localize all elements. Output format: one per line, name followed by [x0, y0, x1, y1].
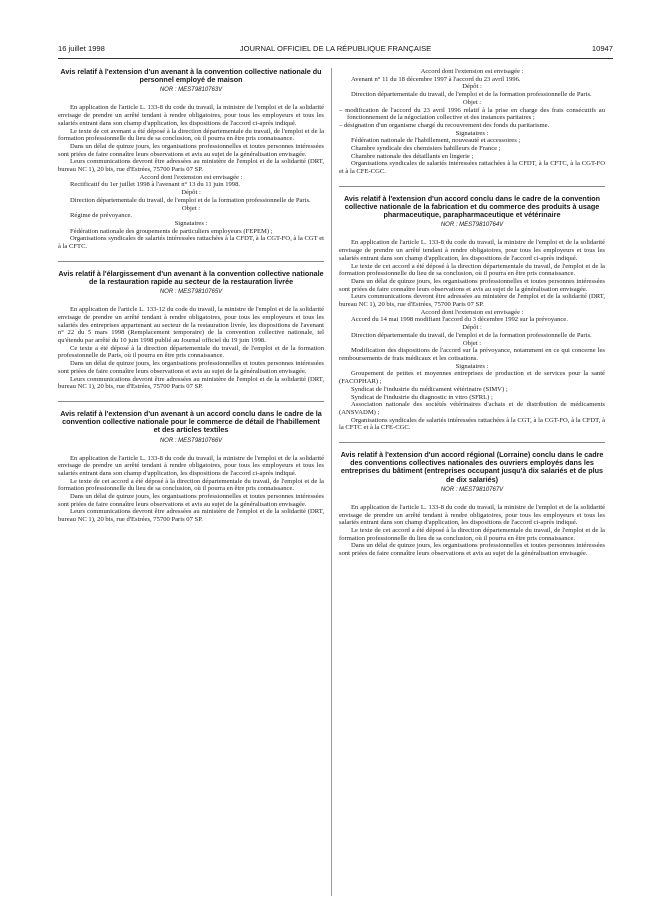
- article-paragraph: Groupement de petites et moyennes entreprises de production et de services pour la santé (FACOPHAR) ;: [339, 370, 605, 386]
- article-paragraph: Rectificatif du 1er juillet 1998 à l'avenant n° 13 du 11 juin 1998.: [70, 181, 241, 189]
- article-paragraph: Organisations syndicales de salariés intéressées rattachées à la CFDT, à la CFTC, à la CGT-FO et à la CFE-CGC.: [339, 160, 605, 176]
- article-paragraph: Dans un délai de quinze jours, les organisations professionnelles et toutes personnes intéressées sont priées de faire connaître leurs observations et avis au sujet de la généralisation envisagée.: [339, 542, 605, 558]
- article-title: Avis relatif à l'extension d'un avenant à la convention collective nationale du personnel employé de maison: [60, 67, 322, 85]
- nor-reference: [58, 438, 324, 445]
- article-paragraph: En application de l'article L. 133-8 du code du travail, la ministre de l'emploi et de la solidarité envisage de prendre un arrêté tendant à rendre obligatoires, pour tous les employeurs et tous les salariés entrant dans son champ d'application, les dispositions de l'accord ci-après indiqué.: [339, 239, 605, 262]
- list-item: – désignation d'un organisme chargé du recouvrement des fonds du paritarisme.: [339, 121, 550, 129]
- header-rule: [58, 58, 613, 59]
- article-habillement: [58, 410, 324, 524]
- section-label: Dépôt :: [462, 83, 482, 91]
- nor-reference: [58, 87, 324, 94]
- article-paragraph: Organisations syndicales de salariés intéressées rattachées à la CGT, à la CGT-FO, à la CFDT, à la CFTC et à la CFE-CGC.: [339, 416, 605, 432]
- article-paragraph: Syndicat de l'industrie du médicament vétérinaire (SIMV) ;: [351, 385, 508, 393]
- article-paragraph: Chambre nationale des détaillants en lingerie ;: [351, 152, 474, 160]
- nor-label: NOR :: [159, 289, 177, 296]
- article-paragraph: En application de l'article L. 133-8 du code du travail, la ministre de l'emploi et de la solidarité envisage de prendre un arrêté tendant à rendre obligatoires, pour tous les employeurs et tous les salariés entrant dans son champ d'application, les dispositions de l'accord ci-après indiqué.: [339, 503, 605, 527]
- article-batiment-lorraine: [339, 451, 605, 558]
- article-paragraph: Dans un délai de quinze jours, les organisations professionnelles et toutes personnes intéressées sont priées de faire connaître leurs observations et avis au sujet de la généralisation envisagée.: [58, 493, 324, 508]
- article-paragraph: Régime de prévoyance.: [70, 212, 133, 220]
- column-divider: [331, 68, 332, 896]
- article-paragraph: Direction départementale du travail, de l'emploi et de la formation professionnelle de Paris.: [351, 331, 592, 339]
- article-paragraph: Accord du 14 mai 1998 modifiant l'accord du 3 décembre 1992 sur la prévoyance.: [351, 316, 568, 324]
- article-paragraph: Dans un délai de quinze jours, les organisations professionnelles et toutes personnes intéressées sont priées de faire connaître leurs observations et avis au sujet de la généralisation envisagée.: [58, 142, 324, 158]
- article-pharmaceutique: [339, 195, 605, 432]
- section-label: Accord dont l'extension est envisagée :: [420, 308, 524, 316]
- article-paragraph: Fédération nationale des groupements de particuliers employeurs (FEPEM) ;: [70, 227, 273, 235]
- article-restauration-livree: [58, 270, 324, 391]
- nor-reference: [58, 289, 324, 296]
- article-separator: [339, 442, 605, 443]
- article-paragraph: Leurs communications devront être adressées au ministère de l'emploi et de la solidarité (DRT, bureau NC 1), 20 bis, rue d'Estrées, 75700 Paris 07 SP.: [58, 375, 324, 391]
- section-label: Accord dont l'extension est envisagée :: [139, 173, 243, 181]
- article-separator: [339, 186, 605, 187]
- article-paragraph: Direction départementale du travail, de l'emploi et de la formation professionnelle de Paris.: [351, 91, 592, 99]
- article-paragraph: Chambre syndicale des chemisiers habilleurs de France ;: [351, 145, 501, 153]
- header-journal-title: JOURNAL OFFICIEL DE LA RÉPUBLIQUE FRANÇAISE: [239, 44, 432, 53]
- right-column: [339, 68, 605, 558]
- article-paragraph: Leurs communications devront être adressées au ministère de l'emploi et de la solidarité (DRT, bureau NC 1), 20 bis, rue d'Estrées, 75700 Paris 07 SP.: [339, 293, 605, 309]
- section-label: Dépôt :: [462, 324, 482, 332]
- nor-code: MEST9810766V: [178, 437, 223, 444]
- article-paragraph: En application de l'article L. 133-8 du code du travail, la ministre de l'emploi et de la solidarité envisage de prendre un arrêté tendant à rendre obligatoires, pour tous les employeurs et tous les salariés entrant dans son champ d'application, les dispositions de l'accord ci-après indiqué.: [58, 454, 324, 477]
- article-paragraph: Direction départementale du travail, de l'emploi et de la formation professionnelle de Paris.: [70, 196, 311, 204]
- article-title: Avis relatif à l'extension d'un accord conclu dans le cadre de la convention collective nationale de la fabrication et du commerce des produits à usage pharmaceutique, parapharmaceutique et vétérinaire: [344, 193, 600, 220]
- article-paragraph: Le texte de cet avenant a été déposé à la direction départementale du travail, de l'emploi et de la formation professionnelle du lieu de sa conclusion, où il pourra en être pris connaissance.: [58, 127, 324, 143]
- nor-label: NOR :: [159, 437, 177, 444]
- article-separator: [58, 261, 324, 262]
- article-paragraph: Le texte de cet accord a été déposé à la direction départementale du travail, de l'emploi et de la formation professionnelle du lieu de sa conclusion, où il pourra en être pris connaissance.: [339, 526, 605, 542]
- nor-label: NOR :: [440, 222, 458, 229]
- article-paragraph: Syndicat de l'industrie du diagnostic in vitro (SFRL) ;: [351, 393, 493, 401]
- article-paragraph: Organisations syndicales de salariés intéressées rattachées à la CFDT, à la CGT-FO, à la CGT et à la CFTC.: [58, 235, 324, 251]
- article-paragraph: Avenant n° 11 du 18 décembre 1997 à l'accord du 23 avril 1996.: [351, 75, 521, 83]
- article-paragraph: Leurs communications devront être adressées au ministère de l'emploi et de la solidarité (DRT, bureau NC 1), 20 bis, rue d'Estrées, 75700 Paris 07 SP.: [58, 508, 324, 524]
- page-header: [58, 44, 613, 58]
- left-column: [58, 68, 324, 524]
- article-paragraph: Le texte de cet accord a été déposé à la direction départementale du travail, de l'emploi et de la formation professionnelle du lieu de sa conclusion, où il pourra en être pris connaissance.: [339, 262, 605, 278]
- section-label: Signataires :: [455, 362, 489, 370]
- nor-code: MEST9810764V: [459, 222, 504, 229]
- article-paragraph: Dans un délai de quinze jours, les organisations professionnelles et toutes personnes intéressées sont priées de faire connaître leurs observations et avis au sujet de la généralisation envisagée.: [339, 277, 605, 293]
- section-label: Objet :: [181, 204, 201, 212]
- section-label: Signataires :: [174, 219, 208, 227]
- article-paragraph: En application de l'article L. 133-12 du code du travail, la ministre de l'emploi et de la solidarité envisage de prendre un arrêté tendant à rendre obligatoires, pour tous les employeurs et tous les salariés des entreprises appartenant au secteur de la restauration livrée, les dispositions de l'avenant n° 22 du 5 mars 1998 (Remplacement temporaire) de la convention collective nationale, tel qu'étendu par arrêté du 10 juin 1998 publié au Journal officiel du 19 juin 1998.: [58, 306, 324, 344]
- nor-code: MEST9810763V: [178, 87, 223, 94]
- article-paragraph: Dans un délai de quinze jours, les organisations professionnelles et toutes personnes intéressées sont priées de faire connaître leurs observations et avis au sujet de la généralisation envisagée.: [58, 360, 324, 375]
- list-item: – modification de l'accord du 23 avril 1996 relatif à la prise en charge des frais consécutifs au fonctionnement de la négociation collective et des instances paritaires ;: [339, 106, 605, 122]
- article-separator: [58, 401, 324, 402]
- article-employe-de-maison: [58, 68, 324, 251]
- nor-code: MEST9810765V: [178, 289, 223, 296]
- nor-label: NOR :: [440, 486, 458, 493]
- section-label: Signataires :: [455, 129, 489, 137]
- section-label: Objet :: [462, 339, 482, 347]
- article-paragraph: Association nationale des sociétés vétérinaires d'achats et de distribution de médicaments (ANSVADM) ;: [339, 401, 605, 416]
- article-paragraph: En application de l'article L. 133-8 du code du travail, la ministre de l'emploi et de la solidarité envisage de prendre un arrêté tendant à rendre obligatoires, pour tous les employeurs et tous les salariés entrant dans son champ d'application, les dispositions de l'accord ci-après indiqué.: [58, 104, 324, 127]
- header-page-number: 10947: [591, 44, 613, 53]
- nor-label: NOR :: [159, 87, 177, 94]
- nor-reference: [339, 487, 605, 494]
- article-habillement-continued: [339, 68, 605, 176]
- article-paragraph: Ce texte a été déposé à la direction départementale du travail, de l'emploi et de la formation professionnelle de Paris, où il pourra en être pris connaissance.: [58, 344, 324, 360]
- article-title: Avis relatif à l'élargissement d'un avenant à la convention collective nationale de la restauration rapide au secteur de la restauration livrée: [58, 268, 324, 286]
- section-label: Accord dont l'extension est envisagée :: [420, 68, 524, 75]
- article-title: Avis relatif à l'extension d'un avenant à un accord conclu dans le cadre de la convention collective nationale pour le commerce de détail de l'habillement et des articles textiles: [60, 408, 322, 435]
- nor-code: MEST9810767V: [459, 486, 504, 493]
- section-label: Dépôt :: [181, 189, 201, 197]
- article-paragraph: Le texte de cet accord a été déposé à la direction départementale du travail, de l'emploi et de la formation professionnelle du lieu de sa conclusion, où il pourra en être pris connaissance.: [58, 477, 324, 493]
- article-title: Avis relatif à l'extension d'un accord régional (Lorraine) conclu dans le cadre des conventions collectives nationales des ouvriers employés dans les entreprises du bâtiment (entreprises occupant jusqu'à dix salariés et de plus de dix salariés): [340, 450, 604, 484]
- article-paragraph: Fédération nationale de l'habillement, nouveauté et accessoires ;: [351, 137, 521, 145]
- article-paragraph: Modification des dispositions de l'accord sur la prévoyance, notamment en ce qui concerne les remboursements de frais médicaux et les cotisations.: [339, 347, 605, 362]
- header-date: 16 juillet 1998: [58, 44, 105, 53]
- article-paragraph: Leurs communications devront être adressées au ministère de l'emploi et de la solidarité (DRT, bureau NC 1), 20 bis, rue d'Estrées, 75700 Paris 07 SP.: [58, 158, 324, 174]
- section-label: Objet :: [462, 98, 482, 106]
- nor-reference: [339, 222, 605, 229]
